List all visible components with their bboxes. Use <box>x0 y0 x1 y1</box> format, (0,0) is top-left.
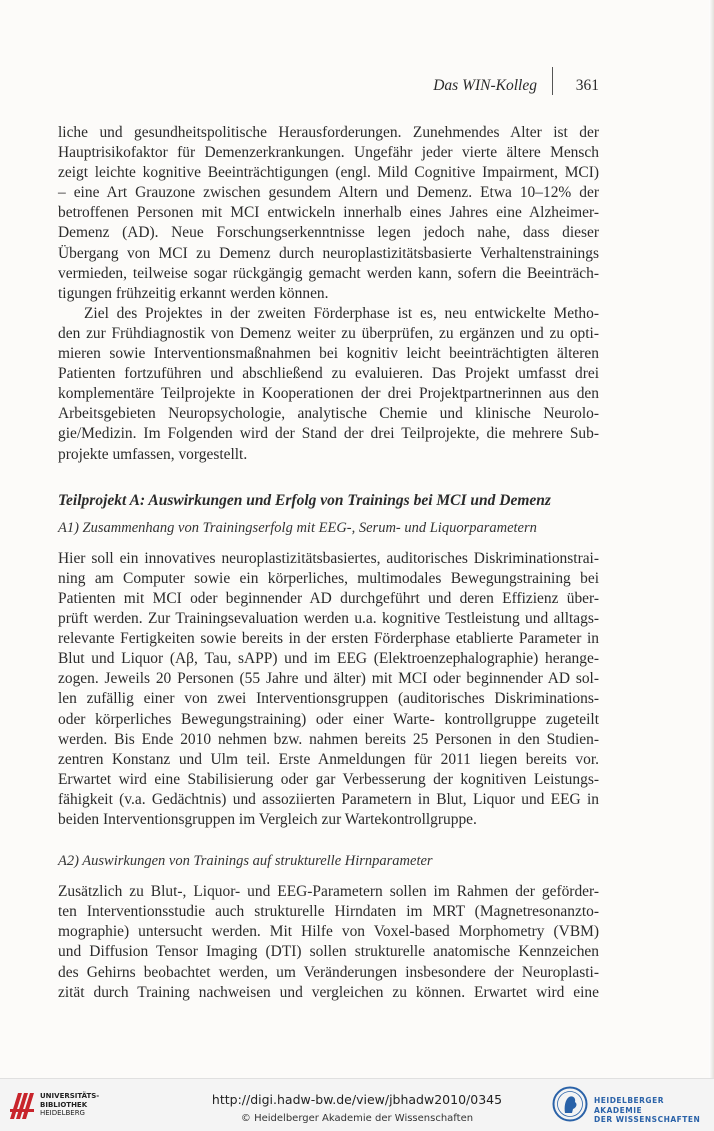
paragraph-1 <box>58 123 599 304</box>
text-line: Arbeitsgebieten Neuropsychologie, analytische Chemie und klinische Neurolo- <box>58 405 599 423</box>
text-line: Patienten fortzuführen und abschließend zu evaluieren. Das Projekt umfasst drei <box>58 365 599 383</box>
running-title: Das WIN-Kolleg <box>433 77 537 94</box>
page-number: 361 <box>575 77 599 94</box>
running-header <box>58 75 599 99</box>
text-line: Übergang von MCI zu Demenz durch neuroplastizitätsbasierte Verhaltenstrainings <box>58 244 599 262</box>
header-divider <box>552 67 553 95</box>
library-line-2: BIBLIOTHEK <box>40 1100 88 1109</box>
library-line-3: HEIDELBERG <box>40 1109 85 1117</box>
academy-name <box>594 1096 714 1125</box>
text-line: Demenz (AD). Neue Forschungserkenntnisse legen jedoch nahe, dass dieser <box>58 224 599 242</box>
text-line: zogen. Jeweils 20 Personen (55 Jahre und älter) mit MCI oder beginnender AD sol- <box>58 670 599 688</box>
subsection-heading-a2: A2) Auswirkungen von Trainings auf strukturelle Hirnparameter <box>58 853 433 870</box>
text-line: Erwartet wird eine Stabilisierung oder gar Verbesserung der kognitiven Leistungs- <box>58 770 599 788</box>
text-line: Blut und Liquor (Aβ, Tau, sAPP) und im EEG (Elektroenzephalographie) herange- <box>58 650 599 668</box>
text-line: projekte umfassen, vorgestellt. <box>58 445 248 463</box>
academy-seal-icon <box>552 1086 588 1122</box>
library-line-1: UNIVERSITÄTS- <box>40 1092 100 1100</box>
section-heading-a: Teilprojekt A: Auswirkungen und Erfolg von Trainings bei MCI und Demenz <box>58 491 551 509</box>
text-line: len zufällig einer von zwei Interventionsgruppen (auditorisches Diskriminations- <box>58 690 599 708</box>
text-line: Zusätzlich zu Blut-, Liquor- und EEG-Parametern sollen im Rahmen der geförder- <box>58 883 599 901</box>
paragraph-2 <box>58 304 599 465</box>
text-line: oder körperliches Bewegungstraining) oder einer Warte- kontrollgruppe zugeteilt <box>58 710 599 728</box>
text-line: Hauptrisikofaktor für Demenzerkrankungen. Ungefähr jeder vierte ältere Mensch <box>58 144 599 162</box>
text-line: prüft werden. Zur Trainingsevaluation werden u.a. kognitive Testleistung und alltags- <box>58 610 599 628</box>
text-line: vermieden, teilweise sogar rückgängig gemacht werden kann, sofern die Beeinträch- <box>58 264 599 282</box>
text-line: Patienten mit MCI oder beginnender AD durchgeführt und deren Effizienz über- <box>58 589 599 607</box>
page-body <box>58 123 599 1003</box>
text-line: Hier soll ein innovatives neuroplastizitätsbasiertes, auditorisches Diskriminationstrai- <box>58 549 599 567</box>
text-line: ten Interventionsstudie auch strukturelle Hirndaten im MRT (Magnetresonanzto- <box>58 903 599 921</box>
academy-line-2: DER WISSENSCHAFTEN <box>594 1115 701 1124</box>
paragraph-4 <box>58 882 599 1003</box>
text-line: betroffenen Personen mit MCI entwickeln innerhalb eines Jahres eine Alzheimer- <box>58 204 599 222</box>
text-line: zität durch Training nachweisen und vergleichen zu können. Erwartet wird eine <box>58 983 599 1001</box>
text-line: werden. Bis Ende 2010 nehmen bzw. nahmen bereits 25 Personen in den Studien- <box>58 730 599 748</box>
text-line: des Gehirns beobachtet werden, um Veränderungen insbesondere der Neuroplasti- <box>58 963 599 981</box>
subsection-heading-a1: A1) Zusammenhang von Trainingserfolg mit EEG-, Serum- und Liquorparametern <box>58 519 537 536</box>
text-line: relevante Fertigkeiten sowie bereits in der ersten Förderphase etablierte Parameter in <box>58 630 599 648</box>
text-line: tigungen frühzeitig erkannt werden können. <box>58 284 329 302</box>
text-line: zentren Konstanz und Ulm teil. Erste Anmeldungen für 2011 liegen bereits vor. <box>58 750 599 768</box>
academy-line-1: HEIDELBERGER AKADEMIE <box>594 1096 664 1115</box>
copyright-notice: © Heidelberger Akademie der Wissenschaften <box>240 1113 474 1124</box>
text-line: – eine Art Grauzone zwischen gesundem Altern und Demenz. Etwa 10–12% der <box>58 184 599 202</box>
paragraph-3 <box>58 549 599 830</box>
text-line: ning am Computer sowie ein körperliches, multimodales Bewegungstraining bei <box>58 569 599 587</box>
digitization-footer <box>0 1078 714 1131</box>
text-line: gie/Medizin. Im Folgenden wird der Stand der drei Teilprojekte, die mehrere Sub- <box>58 425 599 443</box>
text-line: den zur Frühdiagnostik von Demenz weiter zu überprüfen, zu ergänzen und zu opti- <box>58 324 599 342</box>
text-line: beiden Interventionsgruppen im Vergleich zur Wartekontrollgruppe. <box>58 811 477 828</box>
text-line: komplementäre Teilprojekte in Kooperationen der drei Projektpartnerinnen aus den <box>58 385 599 403</box>
text-line: mieren sowie Interventionsmaßnahmen bei kognitiv leicht beeinträchtigten älteren <box>58 345 599 363</box>
page-edge-shadow <box>709 0 714 1078</box>
text-line: fähigkeit (v.a. Gedächtnis) und assoziierten Parametern in Blut, Liquor und EEG in <box>58 790 599 808</box>
text-line: zeigt leichte kognitive Beeinträchtigungen (engl. Mild Cognitive Impairment, MCI) <box>58 164 599 182</box>
text-line: und Diffusion Tensor Imaging (DTI) sollen strukturelle anatomische Kennzeichen <box>58 943 599 961</box>
text-line: Ziel des Projektes in der zweiten Förderphase ist es, neu entwickelte Metho- <box>84 304 599 322</box>
text-line: liche und gesundheitspolitische Herausforderungen. Zunehmendes Alter ist der <box>58 124 599 141</box>
text-line: mographie) untersucht werden. Mit Hilfe von Voxel-based Morphometry (VBM) <box>58 923 599 941</box>
source-url-link[interactable]: http://digi.hadw-bw.de/view/jbhadw2010/0345 <box>211 1092 503 1107</box>
